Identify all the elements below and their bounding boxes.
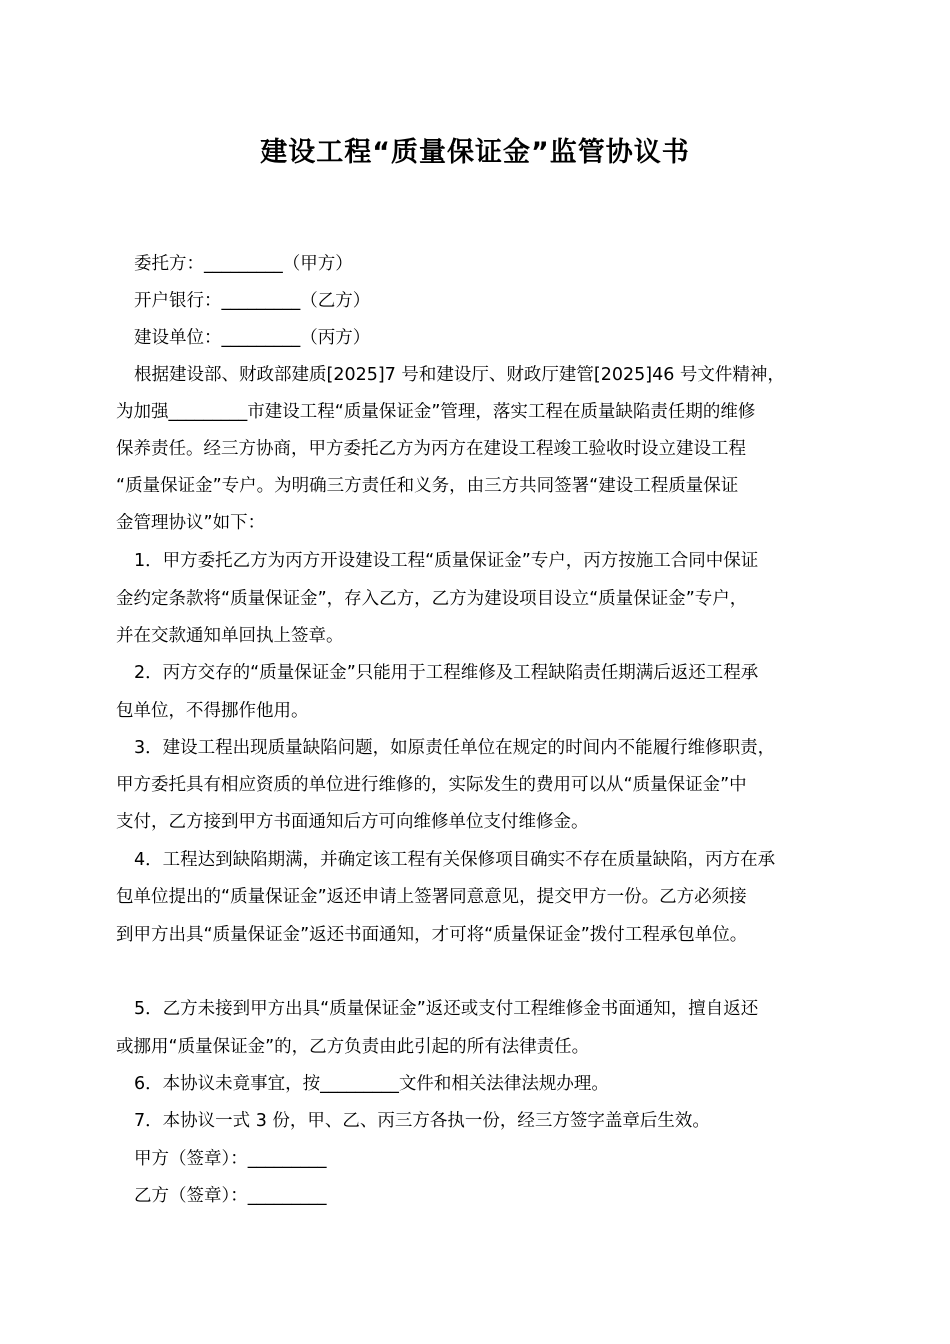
clause-5-line: 5．乙方未接到甲方出具“质量保证金”返还或支付工程维修金书面通知，擅自返还 — [134, 999, 759, 1019]
party-c-line: 建设单位：_________（丙方） — [134, 328, 371, 348]
clause-3-line: 3．建设工程出现质量缺陷问题，如原责任单位在规定的时间内不能履行维修职责， — [134, 738, 776, 758]
clause-4-line: 4．工程达到缺陷期满，并确定该工程有关保修项目确实不存在质量缺陷，丙方在承 — [134, 850, 776, 870]
party-a-line: 委托方：_________（甲方） — [134, 254, 353, 274]
clause-2-line: 包单位，不得挪作他用。 — [116, 701, 309, 721]
clause-1-line: 1．甲方委托乙方为丙方开设建设工程“质量保证金”专户，丙方按施工合同中保证 — [134, 551, 759, 571]
clause-3-line: 甲方委托具有相应资质的单位进行维修的，实际发生的费用可以从“质量保证金”中 — [116, 775, 747, 795]
clause-3-line: 支付，乙方接到甲方书面通知后方可向维修单位支付维修金。 — [116, 812, 589, 832]
signature-party-a: 甲方（签章）：_________ — [134, 1149, 327, 1169]
clause-4-line: 包单位提出的“质量保证金”返还申请上签署同意意见，提交甲方一份。乙方必须接 — [116, 887, 747, 907]
clause-1-line: 并在交款通知单回执上签章。 — [116, 626, 344, 646]
clause-5-line: 或挪用“质量保证金”的，乙方负责由此引起的所有法律责任。 — [116, 1037, 590, 1057]
intro-line: 根据建设部、财政部建质[2025]7 号和建设厅、财政厅建管[2025]46 号文件精神， — [134, 365, 785, 385]
intro-line: 金管理协议”如下： — [116, 513, 266, 533]
intro-line: 保养责任。经三方协商，甲方委托乙方为丙方在建设工程竣工验收时设立建设工程 — [116, 439, 746, 459]
clause-1-line: 金约定条款将“质量保证金”，存入乙方，乙方为建设项目设立“质量保证金”专户， — [116, 589, 748, 609]
intro-line: “质量保证金”专户。为明确三方责任和义务，由三方共同签署“建设工程质量保证 — [116, 476, 739, 496]
clause-2-line: 2．丙方交存的“质量保证金”只能用于工程维修及工程缺陷责任期满后返还工程承 — [134, 663, 759, 683]
intro-line: 为加强_________市建设工程“质量保证金”管理，落实工程在质量缺陷责任期的维修 — [116, 402, 756, 422]
clause-7-line: 7．本协议一式 3 份，甲、乙、丙三方各执一份，经三方签字盖章后生效。 — [134, 1111, 710, 1131]
bank-line: 开户银行：_________（乙方） — [134, 291, 371, 311]
signature-party-b: 乙方（签章）：_________ — [134, 1186, 327, 1206]
clause-6-line: 6．本协议未竟事宜，按_________文件和相关法律法规办理。 — [134, 1074, 609, 1094]
document-title: 建设工程“质量保证金”监管协议书 — [260, 137, 690, 168]
clause-4-line: 到甲方出具“质量保证金”返还书面通知，才可将“质量保证金”拨付工程承包单位。 — [116, 925, 748, 945]
